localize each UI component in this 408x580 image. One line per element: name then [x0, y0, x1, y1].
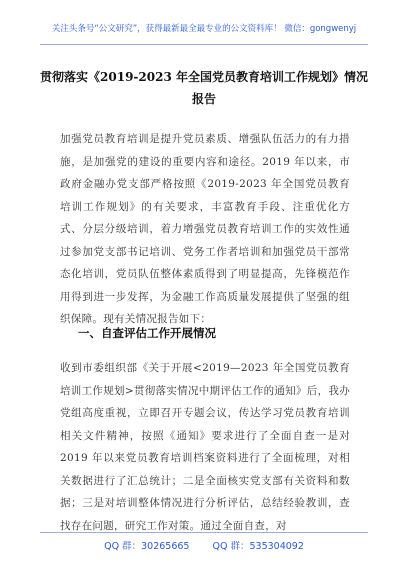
section-1-heading: 一、自查评估工作开展情况: [78, 326, 216, 340]
footer: [0, 538, 408, 552]
header-banner: 关注头条号“公文研究”，获得最新最全最专业的公文资料库！ 微信：gongwenyj: [51, 24, 357, 34]
section-1-paragraph: 收到市委组织部《关于开展<2019—2023 年全国党员教育培训工作规划>贯彻落实情况中期评估工作的通知》后，我办党组高度重视，立即召开专题会议，传达学习党员教育培训相关文件精神，按照《通知》要求进行了全面自查一是对 2019 年以来党员教育培训档案资料进行了全面梳理，对相关数据进行了汇总统计；二是全面核实党支部有关资料和数据；三是对培训整体情况进行分析评估，总结经验教训，查找存在问题，研究工作对策。通过全面自查，对: [60, 362, 350, 532]
footer-qq-group-2: QQ 群：535304092: [212, 541, 304, 552]
header-divider: [40, 44, 368, 45]
footer-divider: [40, 532, 368, 533]
document-title: [40, 66, 368, 110]
intro-paragraph: 加强党员教育培训是提升党员素质、增强队伍活力的有力措施，是加强党的建设的重要内容和途径。2019 年以来，市政府金融办党支部严格按照《2019-2023 年全国党员教育培训工作规划》的有关要求，丰富教育手段、注重优化方式、分层分级培训，着力增强党员教育培训工作的实效性通过参加党支部书记培训、党务工作者培训和加强党员干部常态化培训，党员队伍整体素质得到了明显提高，先锋模范作用得到进一步发挥，为金融工作高质量发展提供了坚强的组织保障。现有关情况报告如下：: [60, 133, 350, 325]
title-line-1: 贯彻落实《2019-2023 年全国党员教育培训工作规划》情况: [40, 70, 368, 84]
title-line-2: 报告: [191, 92, 216, 106]
footer-qq-group-1: QQ 群：30265665: [104, 541, 190, 552]
